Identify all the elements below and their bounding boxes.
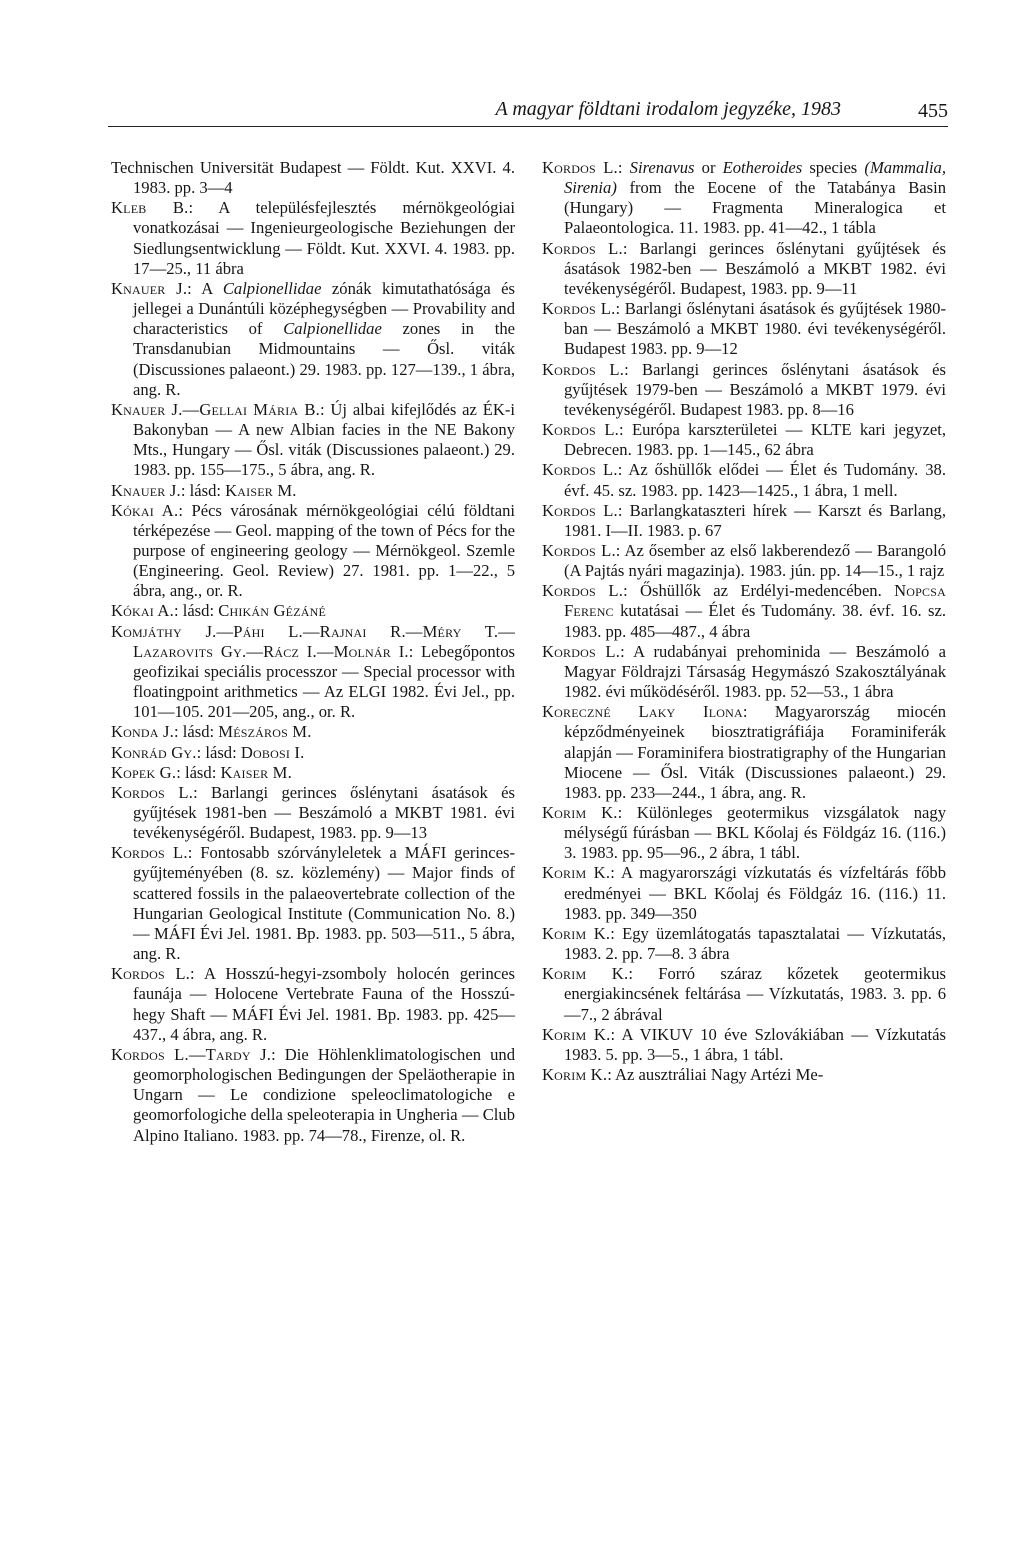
entry-author: Knauer J.: [111, 278, 188, 298]
entry-author: Kordos L.: [542, 641, 621, 661]
entry-author: Kókai A.: [111, 500, 179, 520]
bibliography-entry: [542, 863, 946, 923]
entry-text: : A: [187, 278, 223, 298]
entry-text: : A Hosszú-hegyi-zsomboly holocén gerinces faunája — Holocene Vertebrate Fauna of the Hosszú-hegy Shaft — MÁFI Évi Jel. 1981. Bp. 1983. pp. 425—437., 4 ábra, ang. R.: [133, 964, 515, 1044]
entry-text: from the Eocene of the Tatabánya Basin (Hungary) — Fragmenta Mineralogica et Palaeontologica. 11. 1983. pp. 41—42., 1 tábla: [564, 178, 946, 238]
entry-author: Kopek G.: [111, 762, 177, 782]
entry-author: Kordos L.: [111, 782, 194, 802]
entry-text: : lásd:: [176, 762, 221, 782]
entry-italic-title: Sirenavus: [629, 158, 695, 177]
entry-italic-title: Calpionellidae: [222, 278, 322, 298]
entry-author: Komjáthy J.—Páhi L.—Rajnai R.—Méry T.—Lazarovits Gy.—Rácz I.—Molnár I.: [111, 621, 515, 661]
entry-author: Kordos L.—Tardy J.: [111, 1044, 272, 1064]
bibliography-entry: [542, 1065, 946, 1085]
entry-author: Kordos L.: [542, 420, 620, 440]
entry-text: zónák kimutathatósága és jellegei a Dunántúli középhegységben — Provability and characteristics of: [133, 278, 515, 339]
entry-text: : A VIKUV 10 éve Szlovákiában — Vízkutatás 1983. 5. pp. 3—5., 1 ábra, 1 tábl.: [564, 1024, 946, 1064]
entry-author: Kordos L.: [542, 581, 624, 601]
bibliography-entry: [542, 299, 946, 359]
entry-author: Kordos L.: [111, 843, 188, 863]
entry-text: : Új albai kifejlődés az ÉK-i Bakonyban — A new Albian facies in the NE Bakony Mts., Hungary — Ősl. viták (Discussiones palaeont.) 29. 1983. pp. 155—175., 5 ábra, ang. R.: [133, 399, 515, 480]
entry-author: Kordos L.: [542, 359, 625, 379]
entry-author: Kordos L.: [542, 299, 616, 319]
bibliography-entry: [111, 743, 515, 763]
entry-text: : Európa karszterületei — KLTE kari jegyzet, Debrecen. 1983. pp. 1—145., 62 ábra: [564, 420, 946, 460]
entry-text: kutatásai — Élet és Tudomány. 38. évf. 16. sz. 1983. pp. 485—487., 4 ábra: [564, 601, 946, 641]
entry-text: : Barlangi gerinces őslénytani ásatások és gyűjtések 1981-ben — Beszámoló a MKBT 1981. évi tevékenységéről. Budapest, 1983. pp. 9—13: [133, 782, 515, 843]
entry-author: Kordos L.: [542, 460, 618, 480]
entry-author: Korim K.: [542, 863, 611, 883]
bibliography-entry: [111, 783, 515, 843]
bibliography-entry: [542, 1025, 946, 1065]
entry-author: Kaiser M.: [220, 762, 292, 782]
entry-text: : lásd:: [180, 480, 226, 500]
bibliography-entry: [111, 622, 515, 723]
bibliography-entry: [111, 481, 515, 501]
page-number: 455: [918, 100, 948, 122]
bibliography-entry: [111, 400, 515, 481]
entry-text: : Forró száraz kőzetek geotermikus energiakincsének feltárása — Vízkutatás, 1983. 3. pp. 6—7., 2 ábrával: [564, 964, 946, 1024]
bibliography-entry: [111, 763, 515, 783]
entry-text: : A településfejlesztés mérnökgeológiai vonatkozásai — Ingenieurgeologische Beziehungen der Siedlungsentwicklung — Földt. Kut. XXVI. 4. 1983. pp. 17—25., 11 ábra: [133, 198, 515, 278]
entry-text: zones in the Transdanubian Midmountains — Ősl. viták (Discussiones palaeont.) 29. 1983. pp. 127—139., 1 ábra, ang. R.: [133, 319, 515, 399]
entry-author: Korim K.: [542, 803, 618, 822]
entry-text: : Pécs városának mérnökgeológiai célú földtani térképezése — Geol. mapping of the town of Pécs for the purpose of engineering geology — Mérnökgeol. Szemle (Engineering. Geol. Review) 27. 1981. pp. 1—22., 5 ábra, ang., or. R.: [133, 500, 515, 601]
entry-author: Kordos L.: [542, 540, 616, 560]
entry-italic-title: (Mammalia, Sirenia): [564, 158, 946, 198]
entry-text: : Az őshüllők elődei — Élet és Tudomány. 38. évf. 45. sz. 1983. pp. 1423—1425., 1 ábra, 1 mell.: [564, 460, 946, 500]
entry-author: Konrád Gy.: [111, 742, 197, 762]
entry-text: : A magyarországi vízkutatás és vízfeltárás főbb eredményei — BKL Kőolaj és Földgáz 16. (116.) 11. 1983. pp. 349—350: [564, 863, 946, 923]
entry-text: : Őshüllők az Erdélyi-medencében.: [623, 581, 895, 601]
running-title: A magyar földtani irodalom jegyzéke, 1983: [495, 98, 841, 120]
entry-text: : lásd:: [174, 722, 219, 742]
entry-text: : Barlangkataszteri hírek — Karszt és Barlang, 1981. I—II. 1983. p. 67: [564, 500, 946, 540]
entry-text: : Magyarország miocén képződményeinek biosztratigráfiája Foraminiferák alapján — Foraminifera biostratigraphy of the Hungarian Miocene — Ősl. Viták (Discussiones palaeont.) 29. 1983. pp. 233—244., 1 ábra, ang. R.: [564, 702, 946, 802]
entry-text: : Fontosabb szórványleletek a MÁFI gerinces-gyűjteményében (8. sz. közlemény) — Major finds of scattered fossils in the palaeovertebrate collection of the Hungarian Geological Institute (Communication No. 8.) — MÁFI Évi Jel. 1981. Bp. 1983. pp. 503—511., 5 ábra, ang. R.: [133, 843, 515, 964]
entry-author: Kordos L.: [542, 238, 623, 258]
entry-text: : lásd:: [196, 742, 241, 762]
bibliography-entry: [111, 158, 515, 198]
entry-italic-title: Calpionellidae: [283, 319, 382, 339]
entry-text: : Die Höhlenklimatologischen und geomorphologischen Bedingungen der Speläotherapie in Ungarn — Le condizione speleoclimatologiche e geomorfologiche della speleoterapia in Ungheria — Club Alpino Italiano. 1983. pp. 74—78., Firenze, ol. R.: [133, 1044, 515, 1145]
entry-author: Kordos L.: [542, 500, 618, 520]
bibliography-entry: [542, 239, 946, 299]
entry-text: : lásd:: [173, 601, 219, 621]
entry-author: Knauer J.: [111, 480, 181, 500]
entry-author: Korim K.: [542, 1024, 611, 1044]
entry-author: Kókai A.: [111, 601, 174, 621]
entry-author: Kleb B.: [111, 198, 189, 218]
bibliography-entry: [111, 501, 515, 602]
entry-text: : Az ausztráliai Nagy Artézi Me-: [607, 1065, 824, 1085]
entry-text: : Lebegőpontos geofizikai speciális processzor — Special processor with floatingpoint arithmetics — Az ELGI 1982. Évi Jel., pp. 101—105. 201—205, ang., or. R.: [133, 641, 515, 722]
entry-text: : Egy üzemlátogatás tapasztalatai — Vízkutatás, 1983. 2. pp. 7—8. 3 ábra: [564, 923, 946, 964]
bibliography-entry: [542, 702, 946, 803]
right-column: [542, 158, 946, 1085]
entry-author: Dobosi I.: [240, 742, 305, 762]
bibliography-entry: [542, 642, 946, 702]
entry-text: : Barlangi gerinces őslénytani gyűjtések és ásatások 1982-ben — Beszámoló a MKBT 1982. évi tevékenységéről. Budapest, 1983. pp. 9—11: [564, 238, 946, 298]
bibliography-entry: [542, 158, 946, 239]
entry-author: Koreczné Laky Ilona: [542, 702, 743, 722]
bibliography-entry: [542, 964, 946, 1024]
entry-author: Mészáros M.: [218, 722, 312, 742]
entry-text: or: [694, 158, 723, 177]
bibliography-entry: [111, 601, 515, 621]
bibliography-entry: [542, 803, 946, 863]
entry-author: Konda J.: [111, 722, 175, 742]
bibliography-entry: [111, 722, 515, 742]
entry-text: :: [617, 158, 630, 177]
entry-text: : Különleges geotermikus vizsgálatok nagy mélységű fúrásban — BKL Kőolaj és Földgáz 16. (116.) 3. 1983. pp. 95—96., 2 ábra, 1 tábl.: [564, 803, 947, 863]
entry-text: : Barlangi gerinces őslénytani ásatások és gyűjtések 1979-ben — Beszámoló a MKBT 1979. évi tevékenységéről. Budapest 1983. pp. 8—16: [564, 359, 946, 419]
bibliography-entry: [542, 541, 946, 581]
running-header: [108, 96, 948, 127]
bibliography-entry: [542, 420, 946, 460]
entry-author: Kordos L.: [542, 158, 618, 177]
bibliography-entry: [542, 460, 946, 500]
left-column: [111, 158, 515, 1146]
bibliography-entry: [542, 360, 946, 420]
bibliography-entry: [111, 843, 515, 964]
entry-author: Nopcsa Ferenc: [564, 581, 946, 621]
entry-text: : A rudabányai prehominida — Beszámoló a Magyar Földrajzi Társaság Hegymászó Szakosztályának 1982. évi működéséről. 1983. pp. 52—53., 1 ábra: [564, 641, 946, 702]
entry-text: Technischen Universität Budapest — Földt. Kut. XXVI. 4. 1983. pp. 3—4: [111, 158, 515, 198]
entry-author: Korim K.: [542, 1065, 608, 1085]
entry-italic-title: Eotheroides: [722, 158, 803, 177]
bibliography-entry: [111, 198, 515, 279]
bibliography-entry: [542, 501, 946, 541]
entry-author: Kaiser M.: [225, 480, 297, 500]
bibliography-entry: [542, 581, 946, 641]
entry-text: species: [802, 158, 865, 177]
entry-author: Korim K.: [542, 964, 629, 984]
bibliography-entry: [111, 1045, 515, 1146]
entry-text: : Barlangi őslénytani ásatások és gyűjtések 1980-ban — Beszámoló a MKBT 1980. évi tevékenységéről. Budapest 1983. pp. 9—12: [564, 299, 946, 359]
bibliography-entry: [542, 924, 946, 964]
entry-author: Korim K.: [542, 923, 611, 943]
entry-author: Kordos L.: [111, 964, 191, 984]
entry-author: Knauer J.—Gellai Mária B.: [111, 399, 320, 419]
bibliography-entry: [111, 964, 515, 1045]
bibliography-entry: [111, 279, 515, 400]
entry-author: Chikán Gézáné: [218, 601, 326, 621]
entry-text: : Az ősember az első lakberendező — Barangoló (A Pajtás nyári magazinja). 1983. jún. pp. 14—15., 1 rajz: [564, 540, 946, 581]
